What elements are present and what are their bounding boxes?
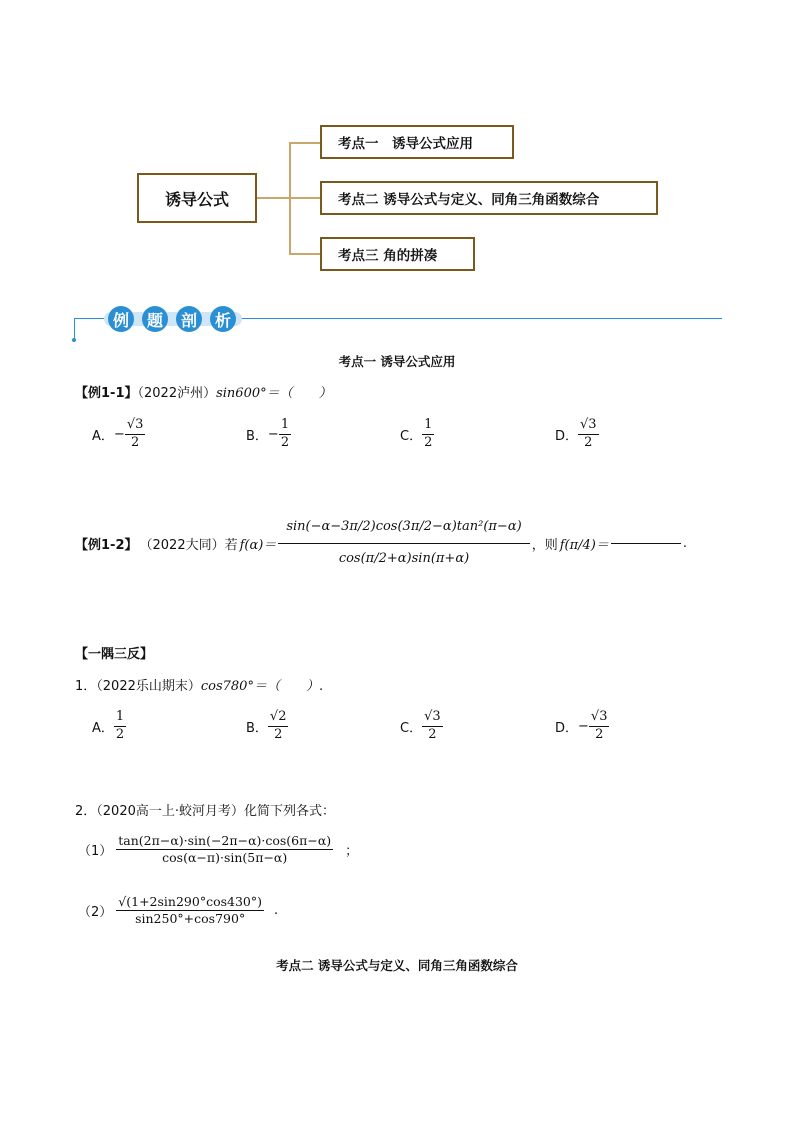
q1-option-c: [400, 710, 443, 743]
option-numerator: 1: [114, 710, 126, 727]
mindmap-connector-2: [289, 197, 321, 199]
option-letter: B．: [246, 428, 268, 444]
banner-char-1: 例: [108, 306, 134, 332]
banner-char-3: 剖: [176, 306, 202, 332]
option-letter: B．: [246, 720, 268, 736]
section-2-title: 考点二 诱导公式与定义、同角三角函数综合: [276, 958, 518, 973]
banner: [108, 306, 236, 332]
option-letter: C．: [400, 428, 423, 444]
option-numerator: √3: [422, 710, 443, 727]
option-letter: A．: [92, 720, 114, 736]
mindmap-root: 诱导公式: [137, 173, 257, 223]
option-letter: A．: [92, 428, 114, 444]
example-1-2-numerator: sin(−α−3π/2)cos(3π/2−α)tan²(π−α): [278, 520, 529, 544]
option-numerator: √3: [578, 418, 599, 435]
banner-char-2: 题: [142, 306, 168, 332]
example-1-2: [75, 520, 687, 567]
example-1-2-f-pi4: f(π/4)＝: [559, 537, 609, 553]
section-1-title: 考点一 诱导公式应用: [338, 354, 456, 369]
option-numerator: √3: [589, 710, 610, 727]
practice-q1: [75, 675, 323, 694]
mindmap-node-1: 考点一 诱导公式应用: [320, 125, 514, 159]
mindmap-connector-1: [289, 142, 321, 144]
option-denominator: 2: [595, 726, 604, 742]
example-1-1-source: （2022泸州）: [137, 386, 217, 401]
ex11-option-c: [400, 418, 434, 451]
part1-end: ；: [345, 844, 359, 860]
part1-denominator: cos(α−π)·sin(5π−α): [162, 850, 288, 866]
part1-numerator: tan(2π−α)·sin(−2π−α)·cos(6π−α): [116, 834, 333, 850]
mindmap-node-3: 考点三 角的拼凑: [320, 237, 475, 271]
part2-denominator: sin250°+cos790°: [135, 911, 246, 927]
mindmap-node-2: 考点二 诱导公式与定义、同角三角函数综合: [320, 181, 658, 215]
q1-option-a: [92, 710, 126, 743]
option-letter: D．: [555, 720, 579, 736]
option-letter: C．: [400, 720, 423, 736]
option-denominator: 2: [584, 434, 593, 450]
option-denominator: 2: [280, 434, 290, 450]
option-sign: −: [113, 426, 125, 442]
option-numerator: √3: [125, 418, 146, 435]
practice-q2-text: 2．（2020高一上·蛟河月考）化简下列各式：: [75, 804, 335, 819]
option-denominator: 2: [274, 726, 283, 742]
practice-q1-expr: cos780°＝（ ）.: [200, 679, 324, 694]
example-1-2-label: 【例1-2】: [75, 537, 138, 553]
option-denominator: 2: [130, 434, 140, 450]
option-sign: −: [578, 718, 589, 734]
banner-dot: [72, 338, 76, 342]
practice-q2-part1: [78, 834, 358, 866]
example-1-2-f-alpha: f(α)＝: [239, 537, 277, 553]
example-1-1: [75, 382, 332, 401]
ex11-option-d: [555, 418, 599, 451]
example-1-2-tail: ，则: [531, 537, 558, 553]
option-denominator: 2: [115, 726, 125, 742]
q1-option-b: [246, 710, 288, 743]
example-1-2-denominator: cos(π/2+α)sin(π+α): [338, 550, 470, 566]
ex11-option-a: [92, 418, 145, 451]
option-numerator: 1: [422, 418, 434, 435]
practice-q2-part2: [78, 895, 278, 927]
mindmap-connector-root: [257, 197, 290, 199]
example-1-1-label: 【例1-1】: [75, 386, 138, 401]
option-denominator: 2: [424, 434, 433, 450]
practice-heading: 【一隅三反】: [75, 647, 154, 662]
example-1-2-end: .: [682, 535, 687, 551]
practice-q1-text: 1．（2022乐山期末）: [75, 679, 201, 694]
mindmap-connector-3: [289, 253, 321, 255]
answer-blank[interactable]: [611, 543, 681, 544]
part2-label: （2）: [78, 905, 113, 921]
part2-numerator: √(1+2sin290°cos430°): [116, 895, 264, 911]
option-denominator: 2: [428, 726, 437, 742]
banner-char-4: 析: [210, 306, 236, 332]
ex11-option-b: [246, 418, 291, 451]
option-letter: D．: [555, 428, 579, 444]
part1-label: （1）: [78, 844, 113, 860]
q1-option-d: [555, 710, 609, 743]
banner-left-tick: [74, 318, 75, 340]
option-numerator: √2: [268, 710, 289, 727]
option-numerator: 1: [279, 418, 291, 435]
part2-end: .: [274, 903, 279, 919]
example-1-1-expr: sin600°＝（ ）: [216, 386, 332, 401]
option-sign: −: [267, 426, 279, 442]
example-1-2-source: （2022大同）若: [139, 537, 238, 553]
